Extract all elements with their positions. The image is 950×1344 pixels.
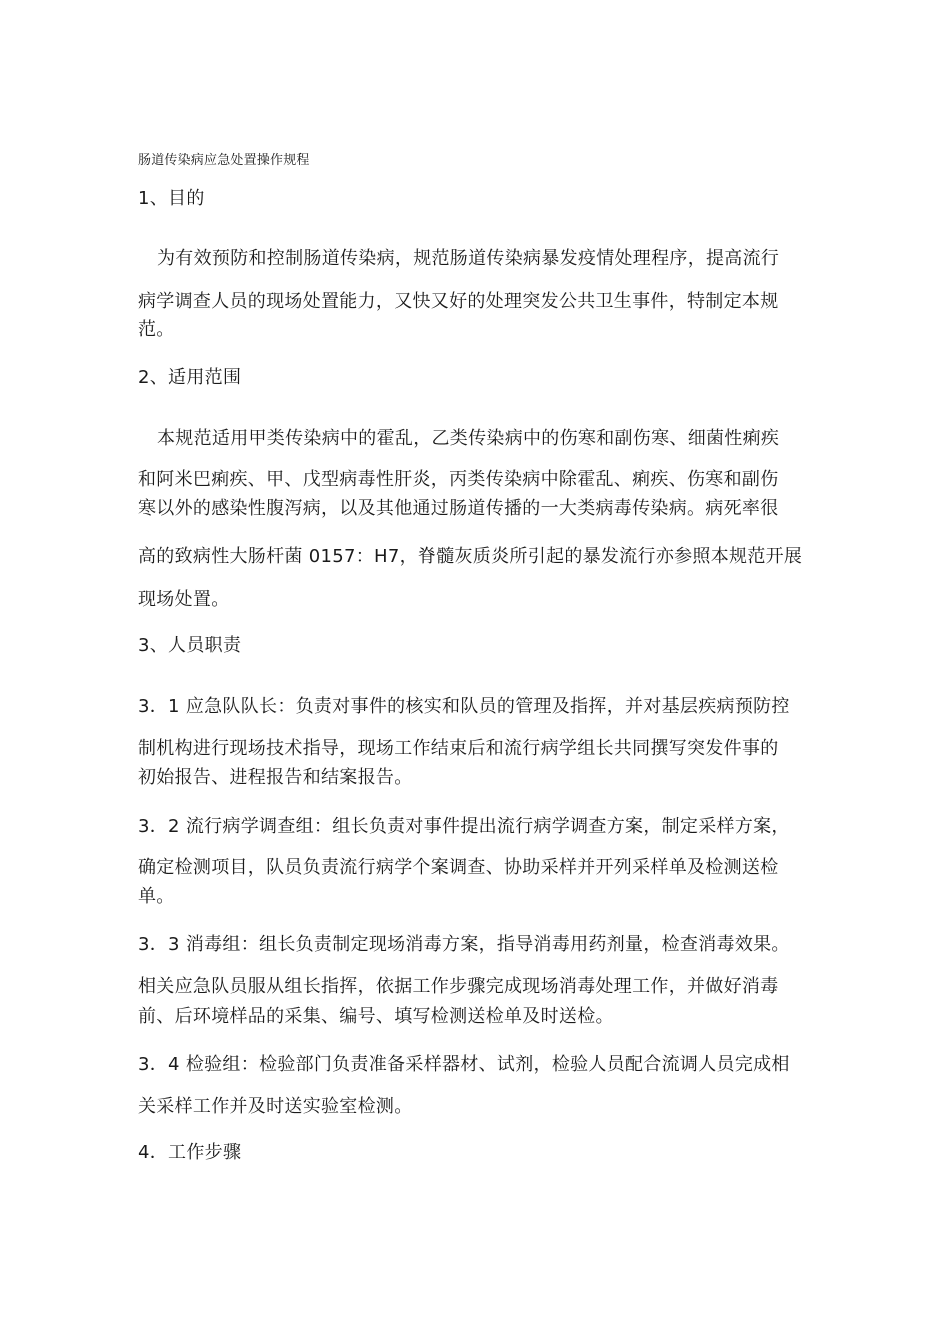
section-2-line: 高的致病性大肠杆菌 0157：H7，脊髓灰质炎所引起的暴发流行亦参照本规范开展	[138, 546, 803, 567]
section-1-line: 为有效预防和控制肠道传染病，规范肠道传染病暴发疫情处理程序，提高流行	[157, 248, 780, 269]
section-3-3-line: 相关应急队员服从组长指挥，依据工作步骤完成现场消毒处理工作，并做好消毒	[138, 976, 779, 997]
section-3-2-line: 确定检测项目，队员负责流行病学个案调查、协助采样并开列采样单及检测送检	[138, 857, 779, 878]
section-1-line: 病学调查人员的现场处置能力，又快又好的处理突发公共卫生事件，特制定本规	[138, 291, 779, 312]
section-3-1-line: 3．1 应急队队长：负责对事件的核实和队员的管理及指挥，并对基层疾病预防控	[138, 696, 790, 717]
section-1-heading: 1、目的	[138, 188, 205, 209]
section-2-line: 和阿米巴痢疾、甲、戊型病毒性肝炎，丙类传染病中除霍乱、痢疾、伤寒和副伤	[138, 469, 779, 490]
section-3-4-line: 3．4 检验组：检验部门负责准备采样器材、试剂，检验人员配合流调人员完成相	[138, 1054, 790, 1075]
section-2-line: 现场处置。	[138, 589, 230, 610]
section-3-3-line: 前、后环境样品的采集、编号、填写检测送检单及时送检。	[138, 1006, 614, 1027]
document-title: 肠道传染病应急处置操作规程	[138, 153, 310, 168]
section-1-line: 范。	[138, 319, 175, 340]
section-3-1-line: 制机构进行现场技术指导，现场工作结束后和流行病学组长共同撰写突发件事的	[138, 738, 779, 759]
section-2-heading: 2、适用范围	[138, 367, 242, 388]
section-3-3-line: 3．3 消毒组：组长负责制定现场消毒方案，指导消毒用药剂量，检查消毒效果。	[138, 934, 790, 955]
section-3-2-line: 3．2 流行病学调查组：组长负责对事件提出流行病学调查方案，制定采样方案，	[138, 816, 790, 837]
section-3-heading: 3、人员职责	[138, 635, 242, 656]
section-2-line: 本规范适用甲类传染病中的霍乱，乙类传染病中的伤寒和副伤寒、细菌性痢疾	[157, 428, 780, 449]
section-4-heading: 4．工作步骤	[138, 1142, 242, 1163]
section-3-4-line: 关采样工作并及时送实验室检测。	[138, 1096, 413, 1117]
section-2-line: 寒以外的感染性腹泻病，以及其他通过肠道传播的一大类病毒传染病。病死率很	[138, 498, 779, 519]
section-3-1-line: 初始报告、进程报告和结案报告。	[138, 767, 413, 788]
section-3-2-line: 单。	[138, 886, 175, 907]
